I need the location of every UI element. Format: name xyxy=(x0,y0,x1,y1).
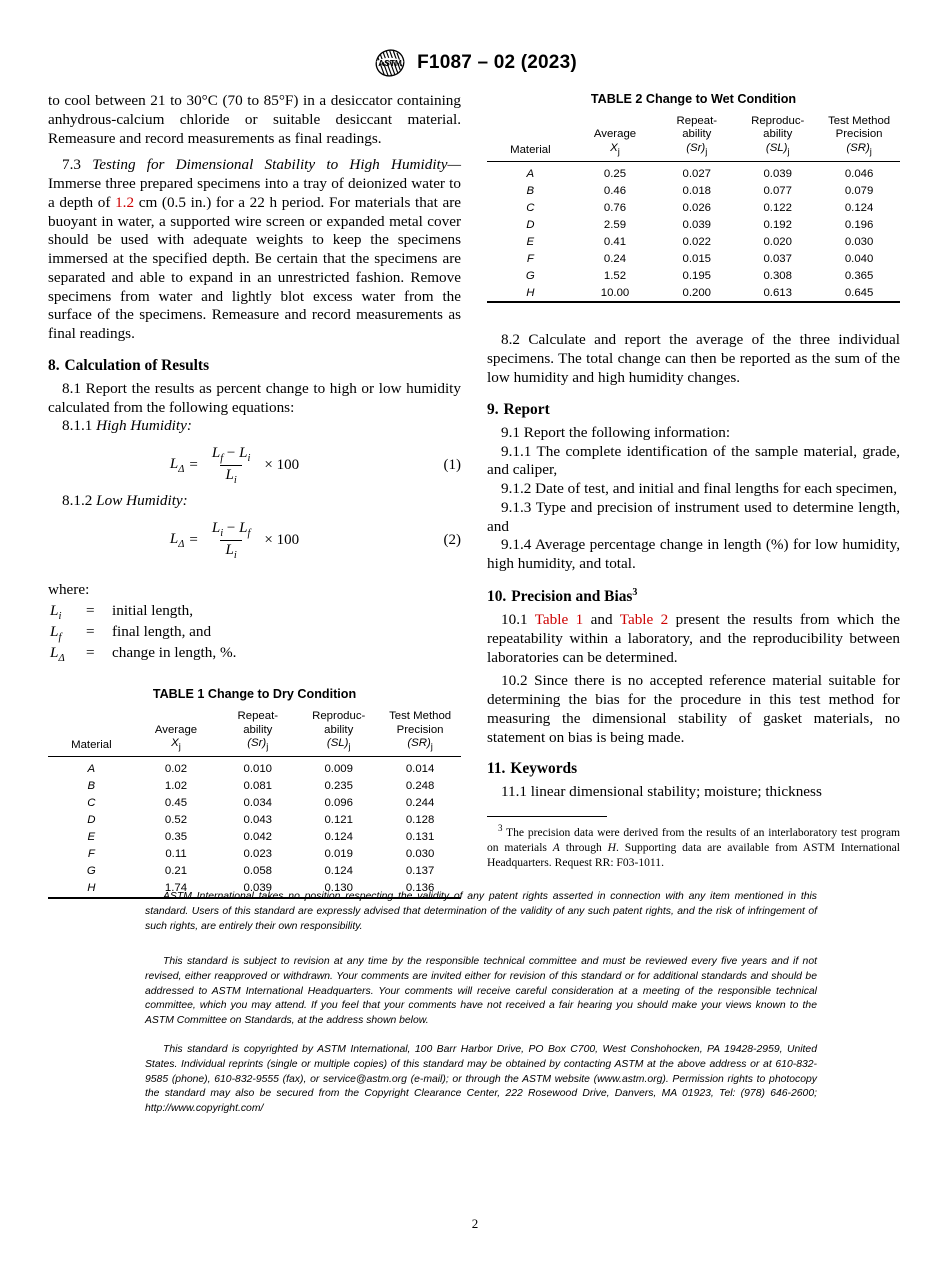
table-row xyxy=(487,234,900,251)
paragraph-9-1-2: 9.1.2 Date of test, and initial and final lengths for each specimen, xyxy=(501,480,898,498)
footnote-3-marker: 3 xyxy=(498,823,503,834)
paragraph-8-1-1-title: High Humidity: xyxy=(96,417,192,435)
cell-repeatability: 0.058 xyxy=(243,864,273,877)
cell-precision: 0.136 xyxy=(379,880,461,898)
cell-reproducability: 0.019 xyxy=(324,847,353,860)
cell-reproducability: 0.235 xyxy=(324,779,353,792)
section-11-title: Keywords xyxy=(510,760,578,778)
cell-precision: 0.248 xyxy=(405,779,435,792)
paragraph-8-1: 8.1 Report the results as percent change to high or low humidity calculated from the following equations: xyxy=(48,379,461,416)
cell-material: G xyxy=(86,864,96,877)
where-item xyxy=(50,623,236,644)
cell-reproducability: 0.121 xyxy=(324,813,353,826)
paragraph-8-2: 8.2 Calculate and report the average of the three individual specimens. The total change can then be reported as the sum of the low humidity and high humidity changes. xyxy=(487,331,900,386)
cell-repeatability: 0.043 xyxy=(243,813,273,826)
table-2-col-repeatability: Repeat- ability $(Sr)_j$ xyxy=(656,110,737,162)
where-definition-list xyxy=(50,602,236,665)
paragraph-9-1-3: 9.1.3 Type and precision of instrument used to determine length, and xyxy=(487,498,900,535)
footnote-3-text-a: The precision data were derived from the results of an interlaboratory test program on materials xyxy=(487,825,900,854)
table-2-body xyxy=(487,162,900,303)
table-row xyxy=(48,761,461,778)
where-equals: = xyxy=(86,623,95,641)
table-1-caption: TABLE 1 Change to Dry Condition xyxy=(152,687,357,702)
table-1-col-precision: Test Method Precision $(SR)_j$ xyxy=(379,705,461,757)
cell-precision: 0.079 xyxy=(844,184,874,197)
cell-average: 0.24 xyxy=(603,252,627,265)
cell-precision: 0.014 xyxy=(405,763,435,775)
footnote-3-material-h: H xyxy=(607,840,617,854)
table-row xyxy=(48,812,461,829)
paragraph-7-3-title: Testing for Dimensional Stability to High Humidity— xyxy=(92,156,461,174)
table-2-col-precision: Test Method Precision $(SR)_j$ xyxy=(818,110,900,162)
cell-precision: 0.244 xyxy=(405,796,435,809)
table-2 xyxy=(487,110,900,303)
cell-material: A xyxy=(526,167,535,180)
cell-reproducability: 0.124 xyxy=(324,830,353,843)
boilerplate-patent-text: ASTM International takes no position respecting the validity of any patent rights asserted in connection with any item mentioned in this standard. Users of this standard are expressly advised that determination of the validity of any such patent rights, and the risk of infringement of such rights, are entirely their own responsibility. xyxy=(145,891,817,932)
cell-reproducability: 0.096 xyxy=(324,796,353,809)
cell-average: 0.76 xyxy=(603,201,627,214)
cell-repeatability: 0.015 xyxy=(682,252,712,265)
cell-precision: 0.030 xyxy=(405,847,435,860)
cell-reproducability: 0.122 xyxy=(763,201,792,214)
cell-repeatability: 0.039 xyxy=(682,218,712,231)
table-row xyxy=(487,183,900,200)
table-1-body xyxy=(48,757,461,898)
footnote-3-material-a: A xyxy=(552,840,560,854)
table-row xyxy=(487,284,900,302)
cell-precision: 0.365 xyxy=(844,269,874,282)
cell-average: 0.02 xyxy=(164,763,188,775)
boilerplate-revision-text: This standard is subject to revision at any time by the responsible technical committee and must be reviewed every five years and if not revised, either reapproved or withdrawn. Your comments are invited either for revision of this standard or for additional standards and should be addressed to ASTM International Headquarters. Your comments will receive careful consideration at a meeting of the responsible technical committee, which you may attend. If you feel that your comments have not received a fair hearing you should make your views known to the ASTM Committee on Standards, at the address shown below. xyxy=(145,956,817,1027)
boilerplate-patent-notice xyxy=(145,890,817,934)
equation-2-number: (2) xyxy=(443,532,461,549)
page-number: 2 xyxy=(471,1216,479,1231)
section-10-title: Precision and Bias xyxy=(511,588,633,605)
cell-precision: 0.128 xyxy=(405,813,435,826)
cell-average: 0.46 xyxy=(603,184,627,197)
cell-repeatability: 0.039 xyxy=(217,880,298,898)
boilerplate-copyright-text: This standard is copyrighted by ASTM International, 100 Barr Harbor Drive, PO Box C700, West Conshohocken, PA 19428-2959, United States. Individual reprints (single or multiple copies) of this standard may be obtained by contacting ASTM at the above address or at 610-832-9585 (phone), 610-832-9555 (fax), or service@astm.org (e-mail); or through the ASTM website (www.astm.org). Permission rights to photocopy the standard may also be secured from the Copyright Clearance Center, 222 Rosewood Drive, Danvers, MA 01923, Tel: (978) 646-2600; http://www.copyright.com/ xyxy=(145,1044,817,1115)
cell-material: D xyxy=(87,813,96,826)
paragraph-10-1-number: 10.1 xyxy=(501,611,528,628)
cell-precision: 0.137 xyxy=(405,864,435,877)
cell-material: G xyxy=(525,269,535,282)
paragraph-8-1-2-title: Low Humidity: xyxy=(96,492,188,510)
paragraph-10-2: 10.2 Since there is no accepted reference material suitable for determining the bias for the procedure in this test method for measuring the dimensional stability of gasket materials, no statement on bias is being made. xyxy=(487,672,900,746)
where-label: where: xyxy=(48,581,90,599)
where-item xyxy=(50,644,236,665)
cell-material: E xyxy=(526,235,535,248)
cell-reproducability: 0.009 xyxy=(324,763,353,775)
where-definition: initial length, xyxy=(112,602,193,620)
paragraph-8-1-1-number: 8.1.1 xyxy=(62,417,93,435)
where-equals: = xyxy=(86,644,95,662)
footnote-3-text-c: . Supporting data are available from ASTM International Headquarters. Request RR: F03-1011. xyxy=(487,840,900,869)
cell-precision: 0.046 xyxy=(844,167,874,180)
equation-2-denominator: $L_i$ xyxy=(220,540,241,561)
paragraph-9-1-1: 9.1.1 The complete identification of the sample material, grade, and caliper, xyxy=(487,442,900,479)
table-row xyxy=(487,166,900,183)
where-symbol: $L_i$ xyxy=(50,602,62,623)
paragraph-10-1-text: present the results from which the repeatability within a laboratory, and the reproducibility between laboratories can be determined. xyxy=(487,611,901,666)
footnote-separator-rule xyxy=(487,816,607,817)
cell-average: 0.11 xyxy=(165,847,187,860)
cell-reproducability: 0.037 xyxy=(763,252,792,265)
boilerplate-revision-notice xyxy=(145,955,817,1029)
where-symbol: $L_\Delta$ xyxy=(50,644,65,665)
cell-material: C xyxy=(87,796,96,809)
section-9-title: Report xyxy=(503,400,550,418)
cell-repeatability: 0.081 xyxy=(243,779,273,792)
cell-average: 1.74 xyxy=(135,880,218,898)
footnote-3-text-b: through xyxy=(559,840,608,854)
equation-1-denominator: $L_i$ xyxy=(220,465,241,486)
table-1 xyxy=(48,705,461,898)
table-row xyxy=(48,829,461,846)
cell-precision: 0.131 xyxy=(405,830,435,843)
table-2-wrapper xyxy=(487,92,900,303)
right-column xyxy=(487,92,900,899)
section-9-number: 9. xyxy=(487,400,499,418)
table-2-crossref-link[interactable]: Table 2 xyxy=(619,611,669,628)
cell-average: 0.52 xyxy=(164,813,188,826)
equation-1-numerator: $L_f - L_i$ xyxy=(211,445,251,465)
cell-repeatability: 0.018 xyxy=(682,184,712,197)
cell-average: 0.21 xyxy=(164,864,188,877)
paragraph-7-3-text-a: Immerse three prepared specimens into a tray of deionized water to a depth of xyxy=(48,175,461,211)
cell-precision: 0.196 xyxy=(844,218,874,231)
table-row xyxy=(487,251,900,268)
paragraph-7-3-revised-value: 1.2 xyxy=(115,193,135,211)
cell-material: B xyxy=(87,779,96,792)
paragraph-9-1: 9.1 Report the following information: xyxy=(501,423,731,441)
paragraph-cool-continuation: to cool between 21 to 30°C (70 to 85°F) in a desiccator containing anhydrous-calcium chloride or suitable desiccant material. Remeasure and record measurements as final readings. xyxy=(48,92,461,147)
cell-reproducability: 0.077 xyxy=(763,184,792,197)
equation-2 xyxy=(48,520,461,561)
cell-material: C xyxy=(526,201,535,214)
cell-material: F xyxy=(526,252,534,265)
equation-1-tail: × 100 xyxy=(264,457,300,474)
cell-reproducability: 0.308 xyxy=(763,269,792,282)
equation-1-number: (1) xyxy=(443,457,461,474)
cell-repeatability: 0.195 xyxy=(682,269,712,282)
paragraph-8-1-1 xyxy=(48,417,461,436)
table-row xyxy=(487,268,900,285)
table-1-header-row xyxy=(48,705,461,757)
table-2-header-row xyxy=(487,110,900,162)
cell-average: 0.41 xyxy=(603,235,627,248)
section-heading-8 xyxy=(48,357,461,375)
cell-average: 0.45 xyxy=(164,796,188,809)
equation-2-tail: × 100 xyxy=(264,532,300,549)
section-8-number: 8. xyxy=(48,356,60,374)
page-header xyxy=(0,0,950,82)
paragraph-8-1-2 xyxy=(48,492,461,511)
document-designation: F1087 – 02 (2023) xyxy=(417,52,577,73)
equation-1 xyxy=(48,445,461,486)
section-heading-11 xyxy=(487,760,900,778)
cell-repeatability: 0.034 xyxy=(243,796,273,809)
cell-repeatability: 0.026 xyxy=(682,201,712,214)
cell-reproducability: 0.613 xyxy=(737,284,818,302)
cell-material: H xyxy=(487,284,574,302)
section-10-number: 10. xyxy=(487,588,507,605)
section-11-number: 11. xyxy=(487,760,506,778)
cell-reproducability: 0.124 xyxy=(324,864,353,877)
cell-average: 10.00 xyxy=(574,284,657,302)
equation-2-equals: = xyxy=(189,532,198,549)
table-2-col-reproducability: Reproduc- ability $(SL)_j$ xyxy=(737,110,818,162)
section-heading-10 xyxy=(487,587,900,606)
cell-average: 1.52 xyxy=(603,269,627,282)
table-row xyxy=(487,217,900,234)
paragraph-7-3 xyxy=(48,156,461,344)
where-definition: final length, and xyxy=(112,623,212,641)
table-2-col-average: Average $X_j$ xyxy=(574,110,657,162)
section-heading-9 xyxy=(487,401,900,419)
table-1-col-material: Material xyxy=(48,705,135,757)
table-row xyxy=(48,863,461,880)
section-8-title: Calculation of Results xyxy=(64,356,210,374)
cell-reproducability: 0.130 xyxy=(298,880,379,898)
equation-1-equals: = xyxy=(189,457,198,474)
two-column-body xyxy=(0,82,950,899)
cell-repeatability: 0.023 xyxy=(243,847,273,860)
cell-precision: 0.645 xyxy=(818,284,900,302)
paragraph-11-1: 11.1 linear dimensional stability; moisture; thickness xyxy=(501,783,822,801)
cell-repeatability: 0.022 xyxy=(682,235,712,248)
cell-material: D xyxy=(526,218,535,231)
table-1-wrapper xyxy=(48,687,461,898)
table-row xyxy=(48,778,461,795)
equation-2-numerator: $L_i - L_f$ xyxy=(211,520,251,540)
table-row xyxy=(48,795,461,812)
cell-material: A xyxy=(87,763,96,775)
cell-precision: 0.040 xyxy=(844,252,874,265)
equation-2-fraction xyxy=(207,520,256,561)
cell-average: 0.35 xyxy=(164,830,188,843)
cell-reproducability: 0.020 xyxy=(763,235,792,248)
cell-average: 0.25 xyxy=(603,167,627,180)
table-row xyxy=(487,200,900,217)
cell-material: B xyxy=(526,184,535,197)
table-2-caption: TABLE 2 Change to Wet Condition xyxy=(590,92,797,106)
cell-repeatability: 0.027 xyxy=(682,167,712,180)
cell-material: F xyxy=(87,847,95,860)
table-1-col-repeatability: Repeat- ability $(Sr)_j$ xyxy=(217,705,298,757)
paragraph-9-1-4: 9.1.4 Average percentage change in length (%) for low humidity, high humidity, and total. xyxy=(487,536,900,573)
paragraph-8-1-2-number: 8.1.2 xyxy=(62,492,93,510)
astm-logo-icon xyxy=(373,48,407,78)
where-equals: = xyxy=(86,602,95,620)
cell-precision: 0.124 xyxy=(844,201,874,214)
table-1-col-reproducability: Reproduc- ability $(SL)_j$ xyxy=(298,705,379,757)
paragraph-7-3-number: 7.3 xyxy=(62,156,81,174)
table-row xyxy=(48,846,461,863)
where-symbol: $L_f$ xyxy=(50,623,62,644)
cell-precision: 0.030 xyxy=(844,235,874,248)
cell-repeatability: 0.200 xyxy=(656,284,737,302)
where-item xyxy=(50,602,236,623)
table-1-crossref-link[interactable]: Table 1 xyxy=(534,611,584,628)
left-column xyxy=(48,92,461,899)
cell-average: 1.02 xyxy=(164,779,188,792)
boilerplate-copyright-notice xyxy=(145,1043,817,1117)
paragraph-10-1-mid: and xyxy=(583,611,620,628)
table-1-col-average: Average $X_j$ xyxy=(135,705,218,757)
cell-material: E xyxy=(87,830,96,843)
table-2-col-material: Material xyxy=(487,110,574,162)
svg-text:ASTM: ASTM xyxy=(378,57,402,68)
section-10-footnote-marker: 3 xyxy=(632,586,638,598)
footnote-block xyxy=(487,816,900,870)
cell-average: 2.59 xyxy=(603,218,627,231)
equation-1-lhs: $L_\Delta$ xyxy=(169,456,185,476)
cell-repeatability: 0.042 xyxy=(243,830,273,843)
footnote-3 xyxy=(487,823,900,870)
paragraph-10-1 xyxy=(487,611,900,667)
cell-reproducability: 0.192 xyxy=(763,218,792,231)
cell-repeatability: 0.010 xyxy=(243,763,273,775)
paragraph-7-3-text-b: cm (0.5 in.) for a 22 h period. For materials that are buoyant in water, a supported wire screen or expanded metal cover should be used with adequate weights to keep the specimens immersed at the specified depth. Be certain that the specimens are separated and able to expand in an unrestricted fashion. Remove specimens from water and lightly blot excess water from the surface of the specimens. Remeasure and record measurements as final readings. xyxy=(48,193,461,343)
equation-2-lhs: $L_\Delta$ xyxy=(169,531,185,551)
cell-reproducability: 0.039 xyxy=(763,167,792,180)
cell-material: H xyxy=(48,880,135,898)
equation-1-fraction xyxy=(207,445,256,486)
where-definition: change in length, %. xyxy=(112,644,237,662)
